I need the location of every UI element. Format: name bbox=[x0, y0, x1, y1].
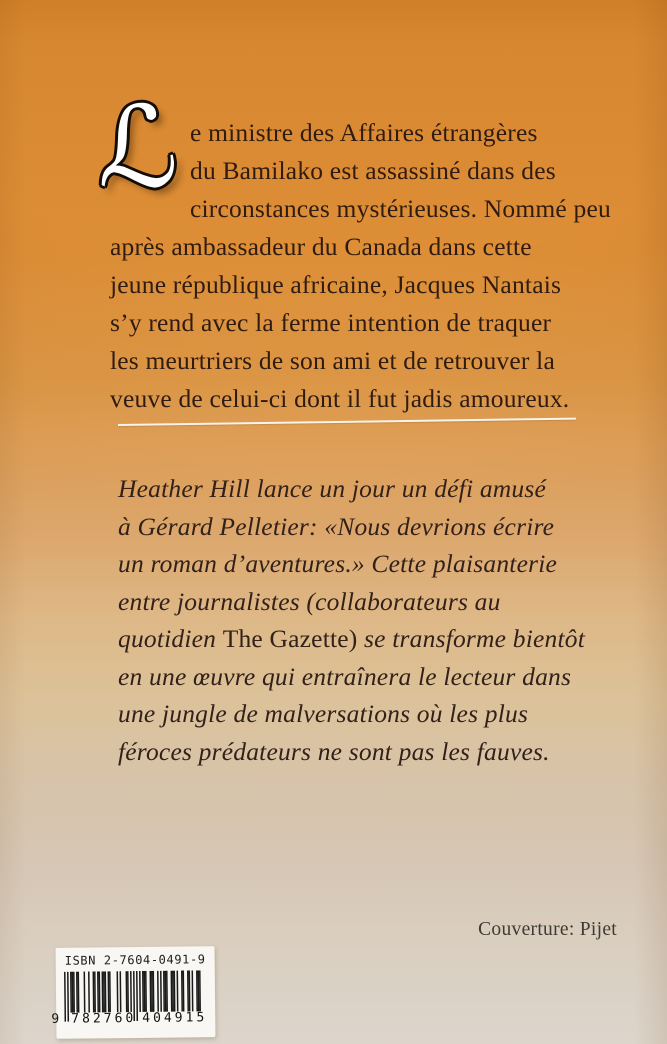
text-line bbox=[110, 380, 587, 418]
cover-credit: Couverture: Pijet bbox=[478, 919, 617, 940]
barcode-sticker bbox=[51, 946, 216, 1039]
text-line bbox=[118, 545, 587, 583]
barcode-area bbox=[51, 970, 208, 1029]
ean-digit-group2: 404915 bbox=[142, 1010, 208, 1026]
text-segment: The Gazette) bbox=[222, 624, 365, 653]
text-line bbox=[118, 583, 587, 621]
text-segment: un roman d’aventures.» Cette plaisanterie bbox=[118, 549, 558, 578]
text-line bbox=[118, 470, 587, 508]
text-line bbox=[110, 304, 587, 342]
quote-paragraph bbox=[118, 470, 587, 770]
ean-digit-prefix: 9 bbox=[51, 1011, 60, 1027]
text-line bbox=[118, 620, 587, 658]
text-segment: veuve de celui-ci dont il fut jadis amoureux. bbox=[110, 384, 570, 413]
isbn-number: ISBN 2-7604-0491-9 bbox=[64, 952, 206, 968]
text-segment: féroces prédateurs ne sont pas les fauves. bbox=[118, 736, 550, 766]
text-line bbox=[118, 658, 587, 696]
text-segment: jeune république africaine, Jacques Nantais bbox=[110, 270, 562, 299]
text-line bbox=[110, 228, 587, 266]
text-segment: entre journalistes (collaborateurs au bbox=[118, 586, 501, 616]
dropcap-container bbox=[96, 83, 190, 213]
text-segment: à Gérard Pelletier: «Nous devrions écrire bbox=[118, 511, 555, 541]
text-line bbox=[110, 190, 611, 228]
synopsis-paragraph bbox=[98, 83, 611, 418]
dropcap-letter-L: ℒ bbox=[98, 83, 179, 213]
text-segment: après ambassadeur du Canada dans cette bbox=[110, 232, 532, 261]
text-segment: une jungle de malversations où les plus bbox=[118, 699, 529, 728]
text-line bbox=[110, 342, 587, 380]
text-segment: en une œuvre qui entraînera le lecteur dans bbox=[118, 661, 572, 691]
text-segment: s’y rend avec la ferme intention de traquer bbox=[110, 308, 552, 337]
text-segment: Heather Hill lance un jour un défi amusé bbox=[118, 474, 546, 503]
text-segment: les meurtriers de son ami et de retrouver la bbox=[110, 346, 555, 375]
text-line bbox=[118, 733, 587, 771]
divider-line bbox=[118, 418, 576, 426]
text-line bbox=[110, 266, 587, 304]
text-segment: circonstances mystérieuses. Nommé peu bbox=[190, 194, 611, 223]
text-line bbox=[118, 508, 587, 546]
text-segment: du Bamilako est assassiné dans des bbox=[190, 156, 556, 185]
text-segment: se transforme bientôt bbox=[364, 624, 585, 653]
ean-digit-group1: 782760 bbox=[71, 1010, 137, 1027]
text-line bbox=[118, 695, 587, 733]
text-segment: e ministre des Affaires étrangères bbox=[190, 118, 538, 147]
text-segment: quotidien bbox=[118, 624, 223, 653]
